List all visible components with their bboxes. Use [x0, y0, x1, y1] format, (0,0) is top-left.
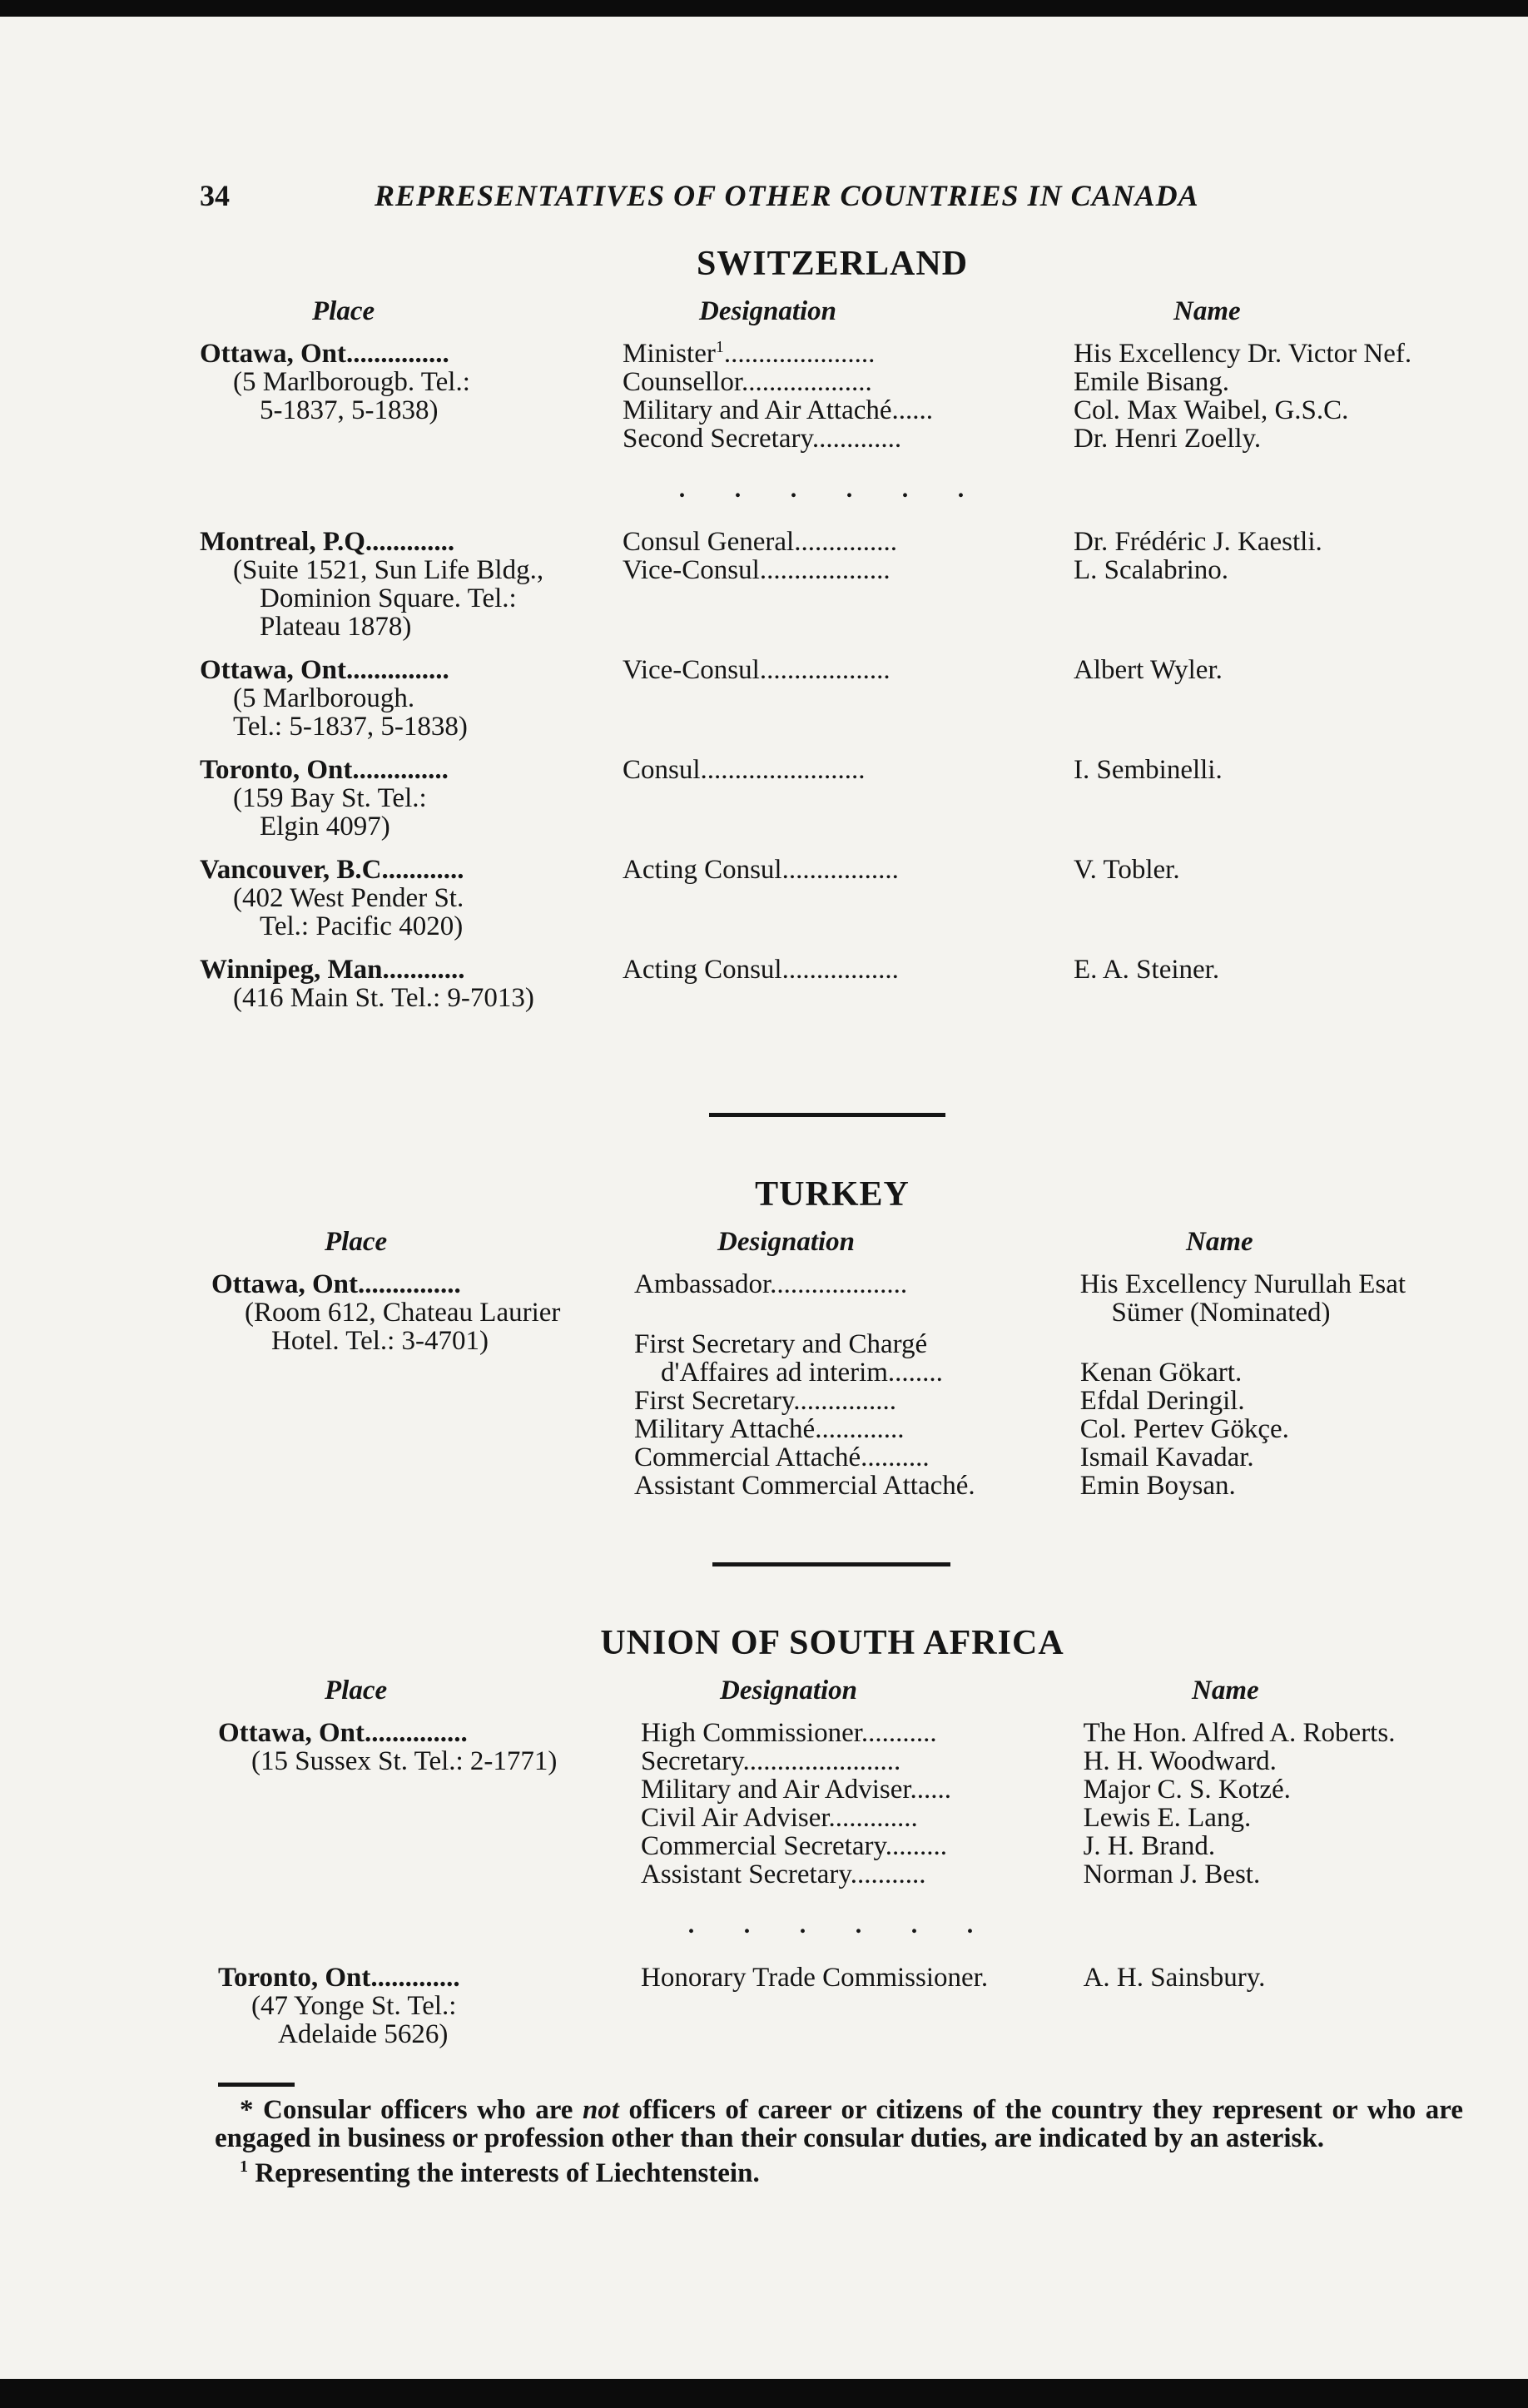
place-address: Adelaide 5626): [278, 2019, 449, 2049]
role-row: [634, 1270, 1465, 1298]
place-name: Winnipeg, Man............: [200, 955, 465, 985]
role-row: [623, 956, 1465, 984]
section-south-africa: [200, 1619, 1465, 2049]
column-headings: [200, 296, 1465, 336]
designation: Honorary Trade Commissioner.: [641, 1964, 989, 1992]
officer-name: His Excellency Dr. Victor Nef.: [1074, 339, 1412, 369]
officer-name: Dr. Henri Zoelly.: [1074, 424, 1262, 454]
country-title: UNION OF SOUTH AFRICA: [600, 1624, 1064, 1662]
place-address: 5-1837, 5-1838): [260, 395, 439, 425]
officer-name: Major C. S. Kotzé.: [1083, 1775, 1291, 1805]
page-number: 34: [200, 179, 230, 212]
footnote-one: $^1$ Representing the interests of Liechtenstein.: [240, 2157, 760, 2188]
role-row: [623, 368, 1465, 396]
role-row: [634, 1472, 1465, 1500]
role-row: [641, 1832, 1465, 1860]
section-switzerland: [200, 240, 1465, 1012]
role-row: [641, 1775, 1465, 1804]
designation: First Secretary and Chargé: [634, 1330, 928, 1358]
dot-separator: . . . . . .: [678, 475, 986, 503]
place-name: Ottawa, Ont...............: [218, 1718, 468, 1748]
officer-name: Norman J. Best.: [1083, 1859, 1261, 1889]
role-row: [641, 1719, 1465, 1747]
role-row: [623, 396, 1465, 425]
role-row: [641, 1964, 1465, 1992]
name-heading: Name: [1186, 1227, 1253, 1257]
officer-name: Col. Pertev Gökçe.: [1079, 1414, 1289, 1444]
place-address: (5 Marlborough.: [233, 683, 415, 713]
officer-name-continued: Sümer (Nominated): [1111, 1298, 1331, 1328]
role-row: [634, 1387, 1465, 1415]
country-title: SWITZERLAND: [696, 245, 969, 283]
designation: Military and Air Attaché......: [623, 396, 934, 425]
designation: Vice-Consul...................: [623, 656, 891, 684]
entry-ottawa: [200, 340, 1465, 453]
officer-name: A. H. Sainsbury.: [1083, 1963, 1266, 1993]
officer-name: [1054, 1330, 1465, 1358]
place-address: Elgin 4097): [260, 812, 390, 842]
role-row: [623, 528, 1465, 556]
designation: Acting Consul.................: [623, 856, 899, 884]
officer-name: Albert Wyler.: [1074, 655, 1223, 685]
designation-heading: Designation: [699, 296, 837, 326]
officer-name: Efdal Deringil.: [1079, 1386, 1245, 1416]
place-name: Vancouver, B.C............: [200, 855, 464, 885]
entry-ottawa: [211, 1270, 1465, 1500]
place-address: (Room 612, Chateau Laurier: [245, 1298, 561, 1328]
place-cell: [200, 856, 608, 941]
dot-separator: . . . . . .: [687, 1911, 995, 1939]
entry-montreal: [200, 528, 1465, 641]
entry-ottawa: [218, 1719, 1465, 1889]
place-cell: [211, 1270, 619, 1355]
place-cell: [218, 1964, 626, 2048]
officer-name: I. Sembinelli.: [1074, 755, 1223, 785]
designation: Military Attaché.............: [634, 1415, 905, 1443]
place-heading: Place: [325, 1227, 388, 1257]
place-address: (159 Bay St. Tel.:: [233, 783, 427, 813]
column-headings: [200, 1676, 1465, 1715]
designation: d'Affaires ad interim........: [661, 1358, 943, 1387]
entry-winnipeg: [200, 956, 1465, 1012]
designation: Assistant Commercial Attaché.: [634, 1472, 975, 1500]
scan-edge-bottom: [0, 2379, 1528, 2408]
role-row: [634, 1415, 1465, 1443]
designation: High Commissioner...........: [641, 1719, 937, 1747]
footnote-mark: 1: [240, 2157, 248, 2176]
place-name: Ottawa, Ont...............: [200, 339, 449, 369]
name-heading: Name: [1173, 296, 1241, 326]
roles: [634, 1270, 1465, 1500]
place-cell: [200, 340, 608, 425]
designation: Minister$^1$......................: [623, 340, 876, 368]
place-address: Dominion Square. Tel.:: [260, 583, 517, 613]
role-row: [634, 1298, 1465, 1327]
role-row: [623, 340, 1465, 368]
officer-name: Dr. Frédéric J. Kaestli.: [1074, 527, 1322, 557]
roles: [623, 856, 1465, 884]
place-cell: [200, 528, 608, 641]
role-row: [623, 425, 1465, 453]
scan-edge-top: [0, 0, 1528, 17]
officer-name: Kenan Gökart.: [1079, 1358, 1243, 1388]
place-address: (Suite 1521, Sun Life Bldg.,: [233, 555, 544, 585]
role-row: [623, 856, 1465, 884]
role-row: [623, 656, 1465, 684]
role-row: [641, 1747, 1465, 1775]
officer-name: The Hon. Alfred A. Roberts.: [1083, 1718, 1396, 1748]
designation: Commercial Attaché..........: [634, 1443, 930, 1472]
officer-name: V. Tobler.: [1074, 855, 1180, 885]
place-address: Tel.: Pacific 4020): [260, 911, 464, 941]
designation: Secretary.......................: [641, 1747, 901, 1775]
section-divider: [709, 1113, 945, 1117]
place-address: Hotel. Tel.: 3-4701): [271, 1326, 489, 1356]
designation: Commercial Secretary.........: [641, 1832, 948, 1860]
running-head: [200, 178, 1273, 215]
designation-heading: Designation: [717, 1227, 856, 1257]
designation: Consul General...............: [623, 528, 897, 556]
roles: [623, 656, 1465, 684]
place-name: Ottawa, Ont...............: [200, 655, 449, 685]
footnote-mark: 1: [715, 340, 724, 356]
place-name: Montreal, P.Q.............: [200, 527, 455, 557]
role-row: [641, 1804, 1465, 1832]
roles: [623, 528, 1465, 584]
place-address: (47 Yonge St. Tel.:: [251, 1991, 457, 2021]
officer-name: Emile Bisang.: [1074, 367, 1229, 397]
entry-toronto: [200, 756, 1465, 841]
section-turkey: [200, 1170, 1465, 1500]
entry-ottawa-consular: [200, 656, 1465, 741]
designation: Counsellor...................: [623, 368, 872, 396]
officer-name: His Excellency Nurullah Esat: [1079, 1269, 1406, 1299]
role-row: [623, 756, 1465, 784]
officer-name: H. H. Woodward.: [1083, 1746, 1277, 1776]
place-address: (416 Main St. Tel.: 9-7013): [233, 983, 534, 1013]
place-cell: [200, 956, 608, 1012]
place-address: Tel.: 5-1837, 5-1838): [233, 712, 468, 742]
footnote-asterisk: * Consular officers who are not officers of career or citizens of the country they represent or who are engaged in business or profession other than their consular duties, are indicated by an asterisk.: [215, 2095, 1463, 2153]
place-name: Toronto, Ont.............: [218, 1963, 460, 1993]
role-row: [623, 556, 1465, 584]
place-name: Toronto, Ont..............: [200, 755, 449, 785]
roles: [623, 340, 1465, 453]
designation: Vice-Consul...................: [623, 556, 891, 584]
place-name: Ottawa, Ont...............: [211, 1269, 461, 1299]
roles: [623, 956, 1465, 984]
role-row: [634, 1358, 1465, 1387]
designation: Ambassador....................: [634, 1270, 908, 1298]
officer-name: E. A. Steiner.: [1074, 955, 1220, 985]
roles: [641, 1719, 1465, 1889]
footnotes: [215, 2096, 1463, 2187]
officer-name: J. H. Brand.: [1083, 1831, 1216, 1861]
officer-name: Emin Boysan.: [1079, 1471, 1236, 1501]
officer-name: Lewis E. Lang.: [1083, 1803, 1252, 1833]
officer-name: L. Scalabrino.: [1074, 555, 1229, 585]
entry-toronto: [218, 1963, 1465, 2049]
designation: Second Secretary.............: [623, 425, 902, 453]
designation: Civil Air Adviser.............: [641, 1804, 918, 1832]
role-row: [634, 1443, 1465, 1472]
designation: Consul........................: [623, 756, 866, 784]
officer-name: Ismail Kavadar.: [1079, 1442, 1254, 1472]
role-row: [634, 1330, 1465, 1358]
roles: [623, 756, 1465, 784]
country-title: TURKEY: [755, 1175, 910, 1214]
place-heading: Place: [325, 1676, 388, 1705]
place-cell: [200, 656, 608, 741]
place-address: (15 Sussex St. Tel.: 2-1771): [251, 1746, 558, 1776]
place-heading: Place: [312, 296, 375, 326]
section-divider: [712, 1562, 950, 1566]
designation: Assistant Secretary...........: [641, 1860, 926, 1889]
column-headings: [200, 1227, 1465, 1267]
designation: Military and Air Adviser......: [641, 1775, 952, 1804]
place-cell: [200, 756, 608, 841]
running-title: REPRESENTATIVES OF OTHER COUNTRIES IN CANADA: [375, 179, 1199, 212]
place-address: (5 Marlborougb. Tel.:: [233, 367, 470, 397]
designation: Acting Consul.................: [623, 956, 899, 984]
designation-heading: Designation: [720, 1676, 858, 1705]
place-cell: [218, 1719, 626, 1775]
place-address: Plateau 1878): [260, 612, 412, 642]
place-address: (402 West Pender St.: [233, 883, 464, 913]
roles: [641, 1964, 1465, 1992]
role-row: [641, 1860, 1465, 1889]
designation: First Secretary...............: [634, 1387, 896, 1415]
entry-vancouver: [200, 856, 1465, 941]
name-heading: Name: [1192, 1676, 1259, 1705]
footnote-rule: [218, 2083, 295, 2087]
officer-name: Col. Max Waibel, G.S.C.: [1074, 395, 1349, 425]
